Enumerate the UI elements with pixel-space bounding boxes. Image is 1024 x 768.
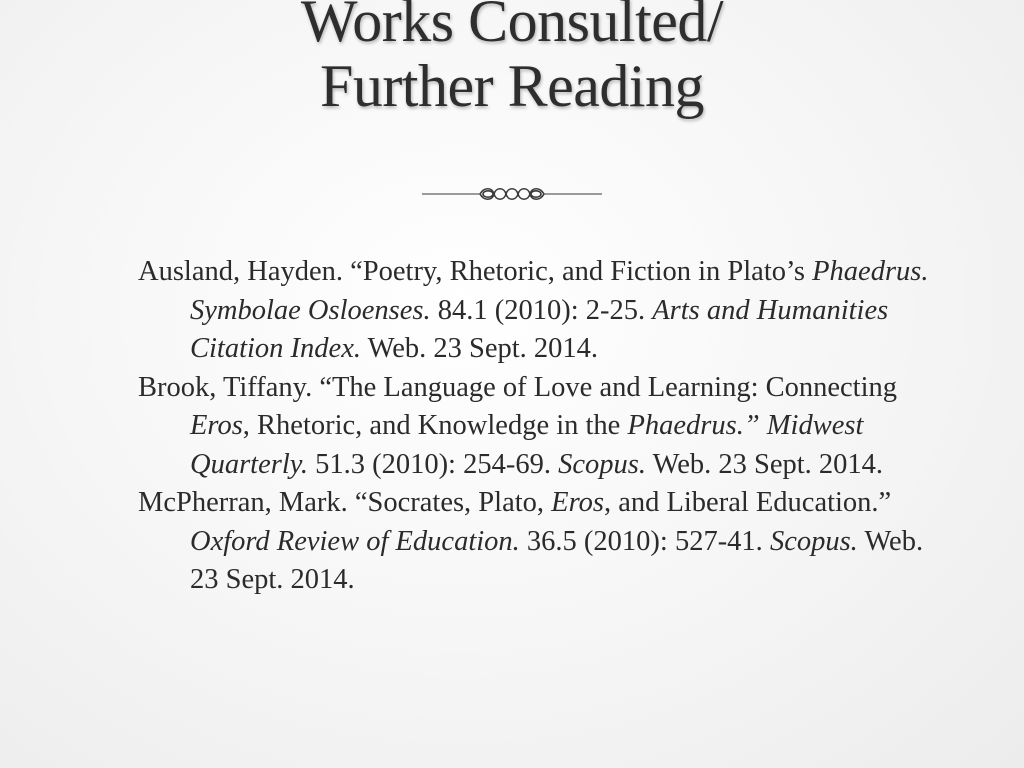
ref-article-title: “Socrates, Plato, — [354, 487, 545, 518]
ref-article-title-cont: , and Liberal Education.” — [603, 487, 892, 518]
ref-database: Arts and Humanities Citation Index. — [190, 294, 889, 364]
ref-issue: 84.1 (2010): 2-25. — [437, 294, 646, 326]
ref-database: Scopus. — [558, 448, 646, 480]
ref-article-title: “Poetry, Rhetoric, and Fiction in Plato’s — [350, 256, 806, 287]
ref-database: Scopus. — [769, 525, 858, 557]
ref-article-italic: Eros — [190, 410, 243, 441]
ref-access: Web. 23 Sept. 2014. — [367, 333, 599, 364]
ref-author: McPherran, Mark. — [138, 487, 348, 518]
reference-entry-mcpherran — [138, 484, 938, 600]
ref-article-title-cont: , Rhetoric, and Knowledge in the — [242, 410, 621, 441]
ref-journal: Oxford Review of Education. — [190, 525, 520, 557]
ref-article-title-end: Phaedrus.” — [627, 410, 760, 441]
ref-issue: 36.5 (2010): 527-41. — [526, 525, 763, 557]
ref-journal: Symbolae Osloenses. — [190, 294, 431, 326]
slide-title — [0, 0, 1024, 119]
ref-author: Ausland, Hayden. — [138, 256, 343, 287]
reference-entry-brook — [138, 369, 938, 485]
ref-author: Brook, Tiffany. — [138, 371, 313, 403]
ref-article-italic: Eros — [551, 487, 604, 518]
ref-access: Web. 23 Sept. 2014. — [190, 525, 924, 595]
ref-article-title: “The Language of Love and Learning: Connecting — [319, 371, 898, 403]
title-line-2: Further Reading — [319, 53, 705, 119]
title-line-1: Works Consulted/ — [300, 0, 724, 54]
scroll-flourish-icon — [422, 184, 602, 204]
ref-issue: 51.3 (2010): 254-69. — [315, 448, 551, 480]
reference-entry-ausland — [138, 253, 938, 369]
references-list — [138, 253, 938, 600]
ref-article-italic: Phaedrus. — [812, 256, 929, 287]
ref-journal: Midwest Quarterly. — [190, 410, 864, 480]
ref-access: Web. 23 Sept. 2014. — [652, 448, 884, 480]
